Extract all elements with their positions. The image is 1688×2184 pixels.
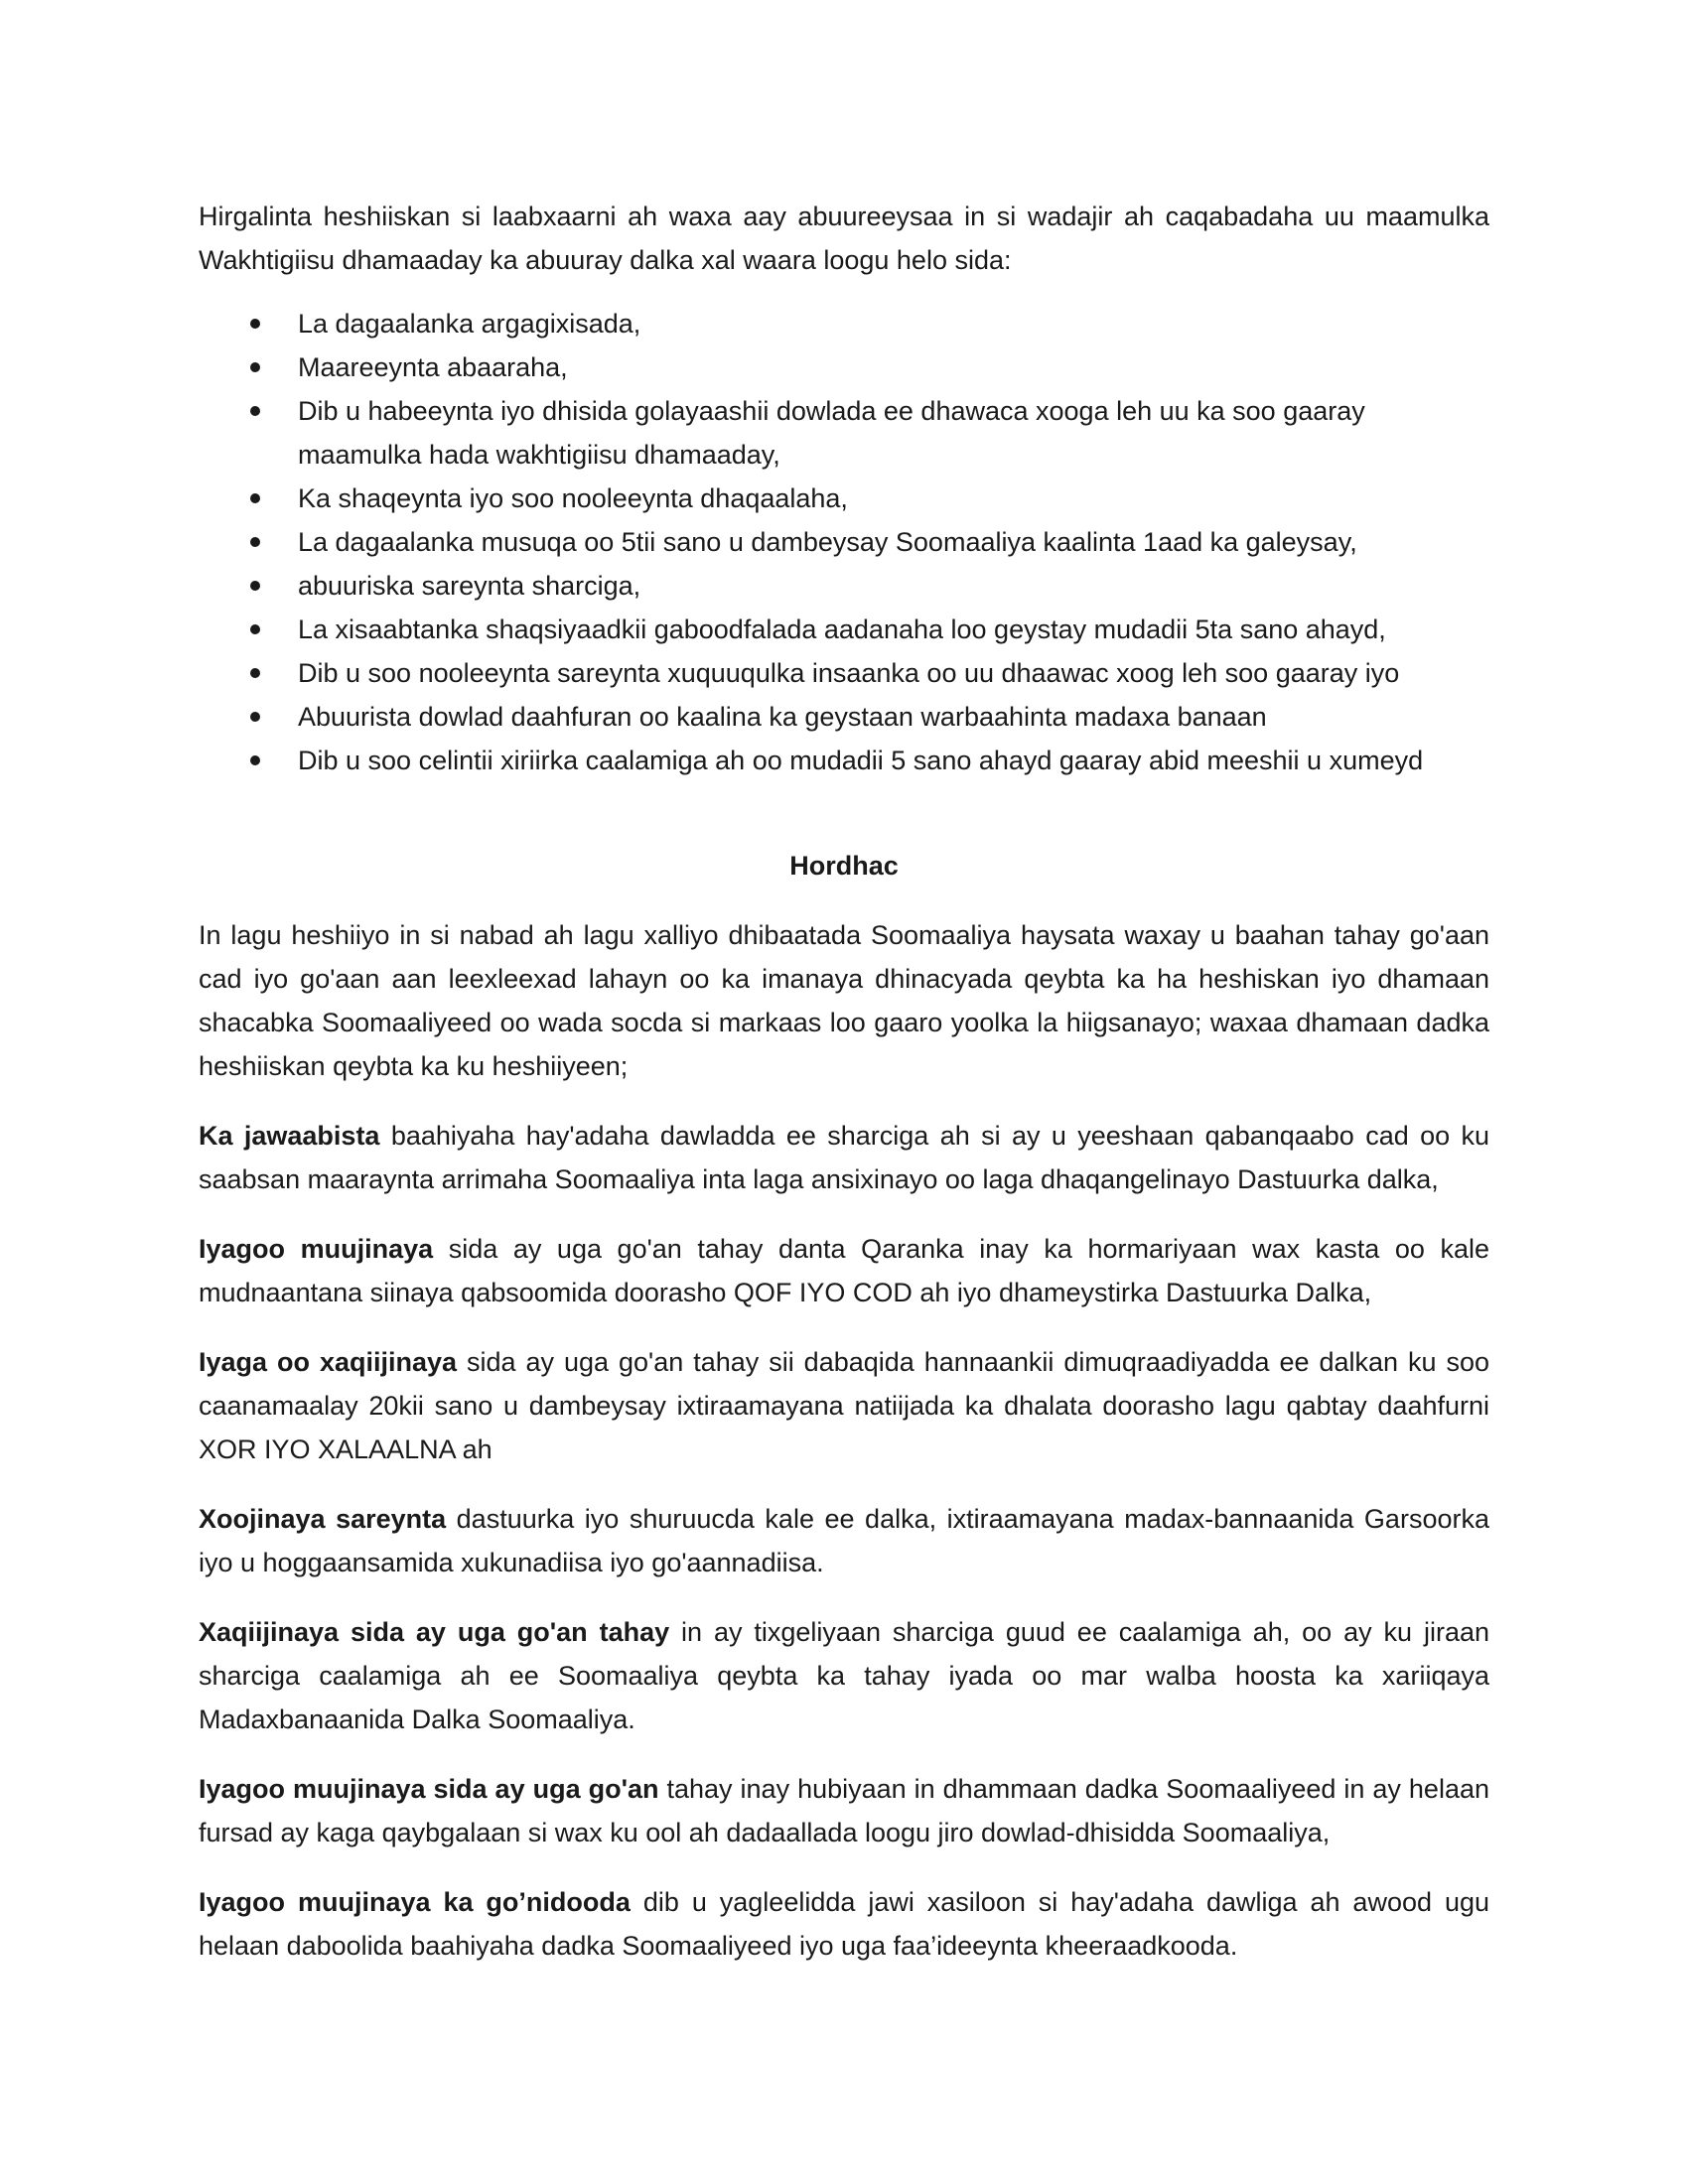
list-item bbox=[199, 564, 1489, 608]
paragraph-lead: Iyagoo muujinaya ka go’nidooda bbox=[199, 1887, 631, 1917]
list-item-text: La dagaalanka argagixisada, bbox=[298, 309, 641, 339]
paragraph-text: dastuurka iyo shuruucda kale ee dalka, ixtiraamayana madax-bannaanida Garsoorka iyo u hoggaansamida xukunadiisa iyo go'aannadiisa. bbox=[199, 1504, 1489, 1577]
bullet-icon bbox=[250, 755, 260, 765]
list-item-text: La xisaabtanka shaqsiyaadkii gaboodfalada aadanaha loo geystay mudadii 5ta sano ahayd, bbox=[298, 614, 1386, 644]
bullet-icon bbox=[250, 493, 260, 503]
intro-paragraph: Hirgalinta heshiiskan si laabxaarni ah waxa aay abuureeysaa in si wadajir ah caqabadaha uu maamulka Wakhtigiisu dhamaaday ka abuuray dalka xal waara loogu helo sida: bbox=[199, 202, 1489, 275]
paragraph bbox=[199, 913, 1489, 1088]
paragraph bbox=[199, 1114, 1489, 1201]
paragraph-text: In lagu heshiiyo in si nabad ah lagu xalliyo dhibaatada Soomaaliya haysata waxay u baahan tahay go'aan cad iyo go'aan aan leexleexad lahayn oo ka imanaya dhinacyada qeybta ka ha heshiskan iyo dhamaan shacabka Soomaaliyeed oo wada socda si markaas loo gaaro yoolka la hiigsanayo; waxaa dhamaan dadka heshiiskan qeybta ka ku heshiiyeen; bbox=[199, 920, 1489, 1081]
list-item bbox=[199, 520, 1489, 564]
bullet-icon bbox=[250, 319, 260, 329]
paragraph bbox=[199, 1767, 1489, 1854]
paragraph-text: in ay tixgeliyaan sharciga guud ee caalamiga ah, oo ay ku jiraan sharciga caalamiga ah ee Soomaaliya qeybta ka tahay iyada oo mar walba hoosta ka xariiqaya Madaxbanaanida Dalka Soomaaliya. bbox=[199, 1617, 1489, 1734]
bullet-icon bbox=[250, 362, 260, 372]
list-item-text: La dagaalanka musuqa oo 5tii sano u dambeysay Soomaaliya kaalinta 1aad ka galeysay, bbox=[298, 527, 1357, 557]
paragraph-lead: Ka jawaabista bbox=[199, 1121, 380, 1151]
paragraph-text: tahay inay hubiyaan in dhammaan dadka Soomaaliyeed in ay helaan fursad ay kaga qaybgalaan si wax ku ool ah dadaallada loogu jiro dowlad-dhisidda Soomaaliya, bbox=[199, 1774, 1489, 1847]
paragraph-text: baahiyaha hay'adaha dawladda ee sharciga ah si ay u yeeshaan qabanqaabo cad oo ku saabsan maaraynta arrimaha Soomaaliya inta laga ansixinayo oo laga dhaqangelinayo Dastuurka dalka, bbox=[199, 1121, 1489, 1194]
list-item-text: Maareeynta abaaraha, bbox=[298, 352, 568, 382]
paragraph-text: dib u yagleelidda jawi xasiloon si hay'adaha dawliga ah awood ugu helaan daboolida baahiyaha dadka Soomaaliyeed iyo uga faa’ideeynta kheeraadkooda. bbox=[199, 1887, 1489, 1961]
paragraph-text: sida ay uga go'an tahay sii dabaqida hannaankii dimuqraadiyadda ee dalkan ku soo caanamaalay 20kii sano u dambeysay ixtiraamayana natiijada ka dhalata doorasho lagu qabtay daahfurni XOR IYO XALAALNA ah bbox=[199, 1347, 1489, 1464]
paragraph bbox=[199, 1497, 1489, 1584]
document-page bbox=[199, 195, 1489, 1993]
bullet-icon bbox=[250, 537, 260, 547]
list-item bbox=[199, 389, 1489, 477]
list-item-text: abuuriska sareynta sharciga, bbox=[298, 571, 641, 601]
paragraph bbox=[199, 1610, 1489, 1741]
paragraph-lead: Xoojinaya sareynta bbox=[199, 1504, 447, 1534]
list-item-text: Dib u soo nooleeynta sareynta xuquuqulka insaanka oo uu dhaawac xoog leh soo gaaray iyo bbox=[298, 658, 1400, 688]
paragraph bbox=[199, 1227, 1489, 1314]
paragraph bbox=[199, 1880, 1489, 1968]
bullet-icon bbox=[250, 624, 260, 634]
list-item bbox=[199, 345, 1489, 389]
list-item-text: Abuurista dowlad daahfuran oo kaalina ka geystaan warbaahinta madaxa banaan bbox=[298, 702, 1267, 732]
bullet-icon bbox=[250, 712, 260, 722]
list-item bbox=[199, 695, 1489, 739]
bullet-icon bbox=[250, 406, 260, 416]
section-heading: Hordhac bbox=[789, 851, 899, 881]
bullet-icon bbox=[250, 668, 260, 678]
list-item bbox=[199, 477, 1489, 520]
paragraph-lead: Iyagoo muujinaya bbox=[199, 1234, 434, 1264]
paragraph-lead: Xaqiijinaya sida ay uga go'an tahay bbox=[199, 1617, 670, 1647]
list-item bbox=[199, 608, 1489, 651]
issues-list bbox=[199, 302, 1489, 782]
list-item-text: Dib u soo celintii xiriirka caalamiga ah oo mudadii 5 sano ahayd gaaray abid meeshii u xumeyd bbox=[298, 746, 1424, 775]
list-item bbox=[199, 302, 1489, 345]
paragraph-lead: Iyagoo muujinaya sida ay uga go'an bbox=[199, 1774, 659, 1804]
list-item bbox=[199, 739, 1489, 782]
paragraph bbox=[199, 1340, 1489, 1471]
list-item bbox=[199, 651, 1489, 695]
paragraph-text: sida ay uga go'an tahay danta Qaranka inay ka hormariyaan wax kasta oo kale mudnaantana siinaya qabsoomida doorasho QOF IYO COD ah iyo dhameystirka Dastuurka Dalka, bbox=[199, 1234, 1489, 1307]
paragraph-lead: Iyaga oo xaqiijinaya bbox=[199, 1347, 458, 1377]
list-item-text: Dib u habeeynta iyo dhisida golayaashii dowlada ee dhawaca xooga leh uu ka soo gaaray maamulka hada wakhtigiisu dhamaaday, bbox=[298, 396, 1365, 470]
bullet-icon bbox=[250, 581, 260, 591]
list-item-text: Ka shaqeynta iyo soo nooleeynta dhaqaalaha, bbox=[298, 483, 848, 513]
